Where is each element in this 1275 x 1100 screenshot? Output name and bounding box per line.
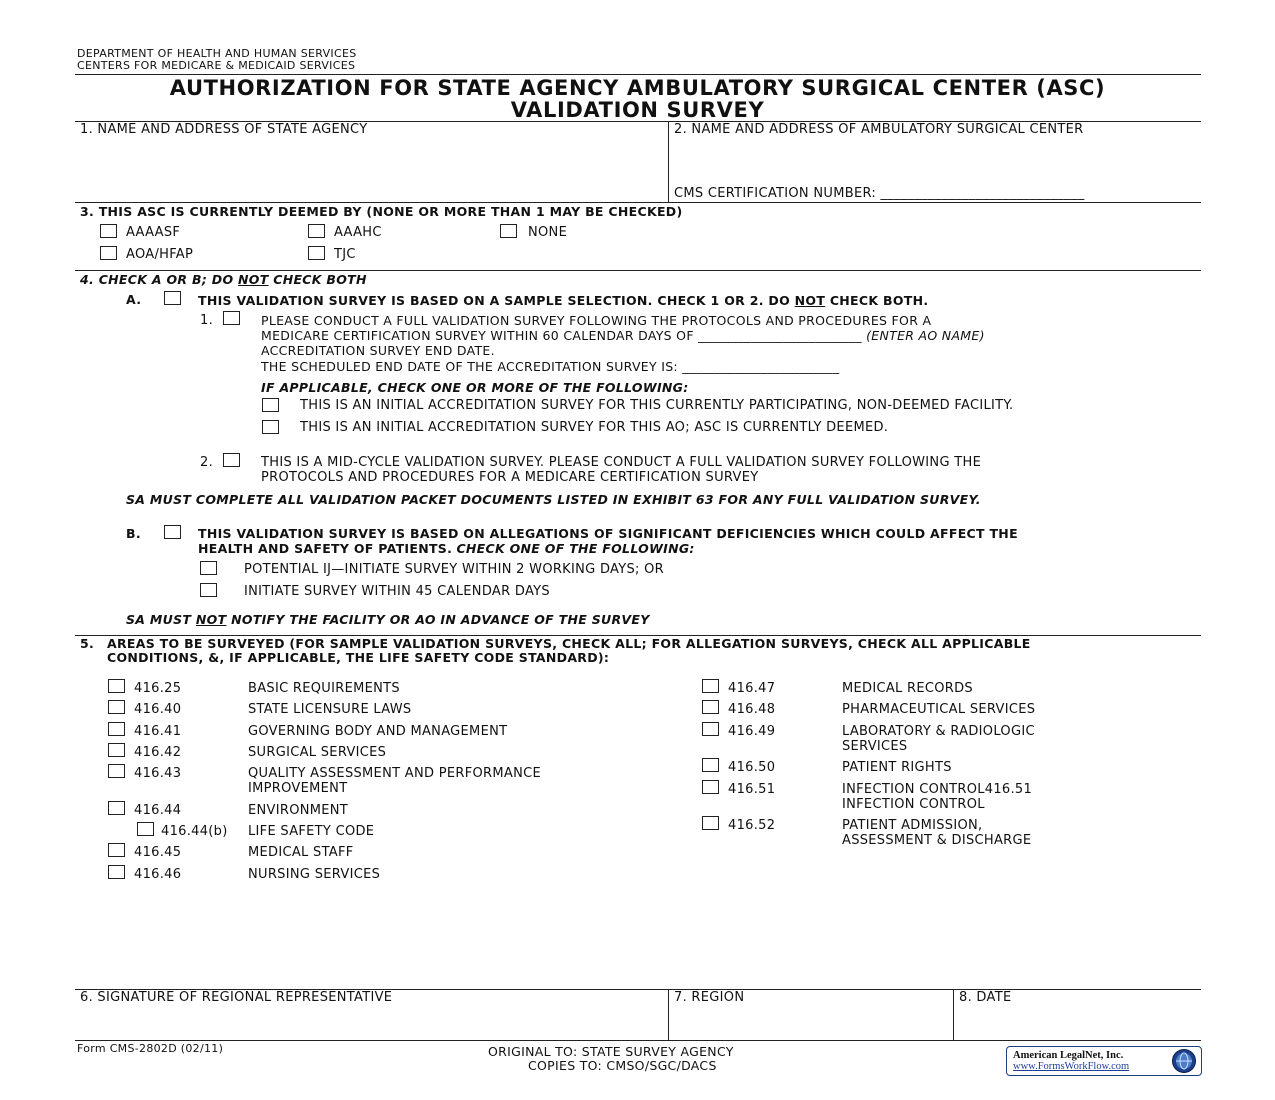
sa-must-complete-note: SA MUST COMPLETE ALL VALIDATION PACKET DOCUMENTS LISTED IN EXHIBIT 63 FOR ANY FULL VALIDATION SURVEY. (126, 492, 981, 507)
area-desc: LIFE SAFETY CODE (248, 824, 375, 839)
section4-label (80, 272, 367, 287)
initial-deemed-label: THIS IS AN INITIAL ACCREDITATION SURVEY FOR THIS AO; ASC IS CURRENTLY DEEMED. (300, 420, 889, 435)
aaaasf-label: AAAASF (126, 225, 181, 240)
option-b-line1: THIS VALIDATION SURVEY IS BASED ON ALLEGATIONS OF SIGNIFICANT DEFICIENCIES WHICH COULD AFFECT THE (198, 526, 1018, 541)
area-desc-cont: ASSESSMENT & DISCHARGE (842, 833, 1032, 848)
option-a1-checkbox[interactable] (223, 311, 240, 325)
section4-label-pre: 4. CHECK A OR B; DO (80, 272, 239, 287)
copies-to: COPIES TO: CMSO/SGC/DACS (528, 1058, 717, 1073)
area-code: 416.49 (728, 724, 776, 739)
option-a-checkbox[interactable] (164, 291, 181, 305)
sa-must-not-notify-post: NOTIFY THE FACILITY OR AO IN ADVANCE OF THE SURVEY (226, 612, 650, 627)
enter-ao-name-hint: (ENTER AO NAME) (866, 328, 985, 343)
area-code: 416.41 (134, 724, 182, 739)
option-a-text (198, 293, 928, 308)
option-a2-checkbox[interactable] (223, 453, 240, 467)
area-416-51-checkbox[interactable] (702, 780, 719, 794)
sa-must-not-notify-note (126, 612, 650, 627)
area-code: 416.25 (134, 681, 182, 696)
option-b-line2 (198, 541, 695, 556)
area-desc: STATE LICENSURE LAWS (248, 702, 412, 717)
sa-must-not-notify-pre: SA MUST (126, 612, 196, 627)
option-b-line2-bold: HEALTH AND SAFETY OF PATIENTS. (198, 541, 453, 556)
area-code: 416.43 (134, 766, 182, 781)
section5-number: 5. (80, 636, 95, 651)
divider (75, 202, 1201, 203)
divider (75, 74, 1201, 75)
area-416-44-checkbox[interactable] (108, 801, 125, 815)
divider (75, 270, 1201, 271)
form-title-line2: VALIDATION SURVEY (510, 98, 765, 122)
option-a1-line2-text[interactable]: MEDICARE CERTIFICATION SURVEY WITHIN 60 CALENDAR DAYS OF _________________________ (261, 328, 862, 343)
area-code: 416.47 (728, 681, 776, 696)
area-code: 416.45 (134, 845, 182, 860)
initiate-45-days-label: INITIATE SURVEY WITHIN 45 CALENDAR DAYS (244, 584, 550, 599)
option-b-checkbox[interactable] (164, 525, 181, 539)
divider (668, 989, 669, 1040)
section5-line1: AREAS TO BE SURVEYED (FOR SAMPLE VALIDATION SURVEYS, CHECK ALL; FOR ALLEGATION SURVEYS, CHECK ALL APPLICABLE (107, 636, 1031, 651)
area-416-43-checkbox[interactable] (108, 764, 125, 778)
option-a-letter: A. (126, 292, 142, 307)
area-code: 416.50 (728, 760, 776, 775)
area-desc: PATIENT RIGHTS (842, 760, 952, 775)
option-a-text-post: CHECK BOTH. (825, 293, 929, 308)
section4-label-not: NOT (238, 272, 269, 287)
option-b-letter: B. (126, 526, 141, 541)
area-code: 416.42 (134, 745, 182, 760)
option-a1-line3: ACCREDITATION SURVEY END DATE. (261, 343, 495, 358)
tjc-label: TJC (334, 247, 356, 262)
state-agency-field[interactable] (80, 140, 664, 198)
option-a1-line1: PLEASE CONDUCT A FULL VALIDATION SURVEY FOLLOWING THE PROTOCOLS AND PROCEDURES FOR A (261, 313, 932, 328)
none-checkbox[interactable] (500, 224, 517, 238)
potential-ij-checkbox[interactable] (200, 561, 217, 575)
area-code: 416.48 (728, 702, 776, 717)
area-desc: SURGICAL SERVICES (248, 745, 387, 760)
area-code: 416.40 (134, 702, 182, 717)
initiate-45-days-checkbox[interactable] (200, 583, 217, 597)
section5-line2: CONDITIONS, &, IF APPLICABLE, THE LIFE SAFETY CODE STANDARD): (107, 650, 610, 665)
logo-url-link[interactable]: www.FormsWorkFlow.com (1013, 1061, 1130, 1072)
area-code: 416.46 (134, 867, 182, 882)
american-legalnet-logo (1006, 1046, 1202, 1076)
initial-non-deemed-label: THIS IS AN INITIAL ACCREDITATION SURVEY FOR THIS CURRENTLY PARTICIPATING, NON-DEEMED FACILITY. (300, 398, 1014, 413)
signature-field[interactable] (80, 1006, 664, 1038)
area-desc: GOVERNING BODY AND MANAGEMENT (248, 724, 508, 739)
option-a1-number: 1. (200, 313, 214, 328)
area-desc-cont: INFECTION CONTROL (842, 797, 985, 812)
option-b-line2-italic: CHECK ONE OF THE FOLLOWING: (456, 541, 695, 556)
area-416-46-checkbox[interactable] (108, 865, 125, 879)
divider (668, 121, 669, 202)
divider (953, 989, 954, 1040)
cms-certification-number[interactable]: CMS CERTIFICATION NUMBER: ______________________________ (674, 186, 1085, 201)
area-desc: BASIC REQUIREMENTS (248, 681, 400, 696)
option-a2-line2: PROTOCOLS AND PROCEDURES FOR A MEDICARE CERTIFICATION SURVEY (261, 470, 759, 485)
option-a-text-pre: THIS VALIDATION SURVEY IS BASED ON A SAMPLE SELECTION. CHECK 1 OR 2. DO (198, 293, 795, 308)
area-416-41-checkbox[interactable] (108, 722, 125, 736)
area-416-44b-checkbox[interactable] (137, 822, 154, 836)
asc-name-field[interactable] (674, 140, 1198, 182)
asc-name-label: 2. NAME AND ADDRESS OF AMBULATORY SURGICAL CENTER (674, 122, 1084, 137)
signature-label: 6. SIGNATURE OF REGIONAL REPRESENTATIVE (80, 990, 393, 1005)
date-label: 8. DATE (959, 990, 1012, 1005)
centers-name: CENTERS FOR MEDICARE & MEDICAID SERVICES (77, 59, 356, 72)
date-field[interactable] (959, 1006, 1199, 1038)
original-to: ORIGINAL TO: STATE SURVEY AGENCY (488, 1044, 734, 1059)
potential-ij-label: POTENTIAL IJ—INITIATE SURVEY WITHIN 2 WORKING DAYS; OR (244, 562, 665, 577)
area-416-48-checkbox[interactable] (702, 700, 719, 714)
option-a-text-not: NOT (794, 293, 826, 308)
area-desc: MEDICAL STAFF (248, 845, 354, 860)
area-code: 416.52 (728, 818, 776, 833)
aaaasf-checkbox[interactable] (100, 224, 117, 238)
area-416-25-checkbox[interactable] (108, 679, 125, 693)
area-code: 416.51 (728, 782, 776, 797)
none-label: NONE (528, 225, 568, 240)
area-416-40-checkbox[interactable] (108, 700, 125, 714)
globe-icon (1171, 1048, 1197, 1074)
region-field[interactable] (674, 1006, 949, 1038)
area-416-47-checkbox[interactable] (702, 679, 719, 693)
aoa-hfap-checkbox[interactable] (100, 246, 117, 260)
area-desc: PHARMACEUTICAL SERVICES (842, 702, 1036, 717)
region-label: 7. REGION (674, 990, 745, 1005)
area-desc: NURSING SERVICES (248, 867, 381, 882)
area-desc-cont: SERVICES (842, 739, 908, 754)
initial-non-deemed-checkbox[interactable] (262, 398, 279, 412)
option-a2-line1: THIS IS A MID-CYCLE VALIDATION SURVEY. PLEASE CONDUCT A FULL VALIDATION SURVEY FOLLOWING THE (261, 455, 982, 470)
department-name: DEPARTMENT OF HEALTH AND HUMAN SERVICES (77, 47, 357, 60)
divider (75, 1040, 1201, 1041)
area-desc: INFECTION CONTROL416.51 (842, 782, 1033, 797)
form-id: Form CMS-2802D (02/11) (77, 1042, 224, 1055)
area-code: 416.44 (134, 803, 182, 818)
initial-deemed-checkbox[interactable] (262, 420, 279, 434)
area-desc: PATIENT ADMISSION, (842, 818, 983, 833)
area-416-52-checkbox[interactable] (702, 816, 719, 830)
aaahc-checkbox[interactable] (308, 224, 325, 238)
deemed-by-label: 3. THIS ASC IS CURRENTLY DEEMED BY (NONE OR MORE THAN 1 MAY BE CHECKED) (80, 204, 683, 219)
tjc-checkbox[interactable] (308, 246, 325, 260)
area-code: 416.44(b) (161, 824, 228, 839)
form-title-line1: AUTHORIZATION FOR STATE AGENCY AMBULATORY SURGICAL CENTER (ASC) (169, 76, 1106, 100)
aaahc-label: AAAHC (334, 225, 382, 240)
state-agency-label: 1. NAME AND ADDRESS OF STATE AGENCY (80, 122, 368, 137)
area-desc-cont: IMPROVEMENT (248, 781, 348, 796)
area-desc: MEDICAL RECORDS (842, 681, 973, 696)
option-a2-number: 2. (200, 455, 214, 470)
area-desc: QUALITY ASSESSMENT AND PERFORMANCE (248, 766, 541, 781)
area-desc: LABORATORY & RADIOLOGIC (842, 724, 1035, 739)
area-416-45-checkbox[interactable] (108, 843, 125, 857)
scheduled-end-date-field[interactable]: THE SCHEDULED END DATE OF THE ACCREDITATION SURVEY IS: ________________________ (261, 359, 840, 374)
if-applicable-label: IF APPLICABLE, CHECK ONE OR MORE OF THE FOLLOWING: (261, 380, 689, 395)
logo-company-name: American LegalNet, Inc. (1013, 1050, 1124, 1061)
area-416-50-checkbox[interactable] (702, 758, 719, 772)
area-416-42-checkbox[interactable] (108, 743, 125, 757)
sa-must-not-notify-not: NOT (195, 612, 227, 627)
aoa-hfap-label: AOA/HFAP (126, 247, 194, 262)
area-desc: ENVIRONMENT (248, 803, 349, 818)
area-416-49-checkbox[interactable] (702, 722, 719, 736)
section4-label-post: CHECK BOTH (268, 272, 367, 287)
option-a1-line2 (261, 328, 985, 343)
